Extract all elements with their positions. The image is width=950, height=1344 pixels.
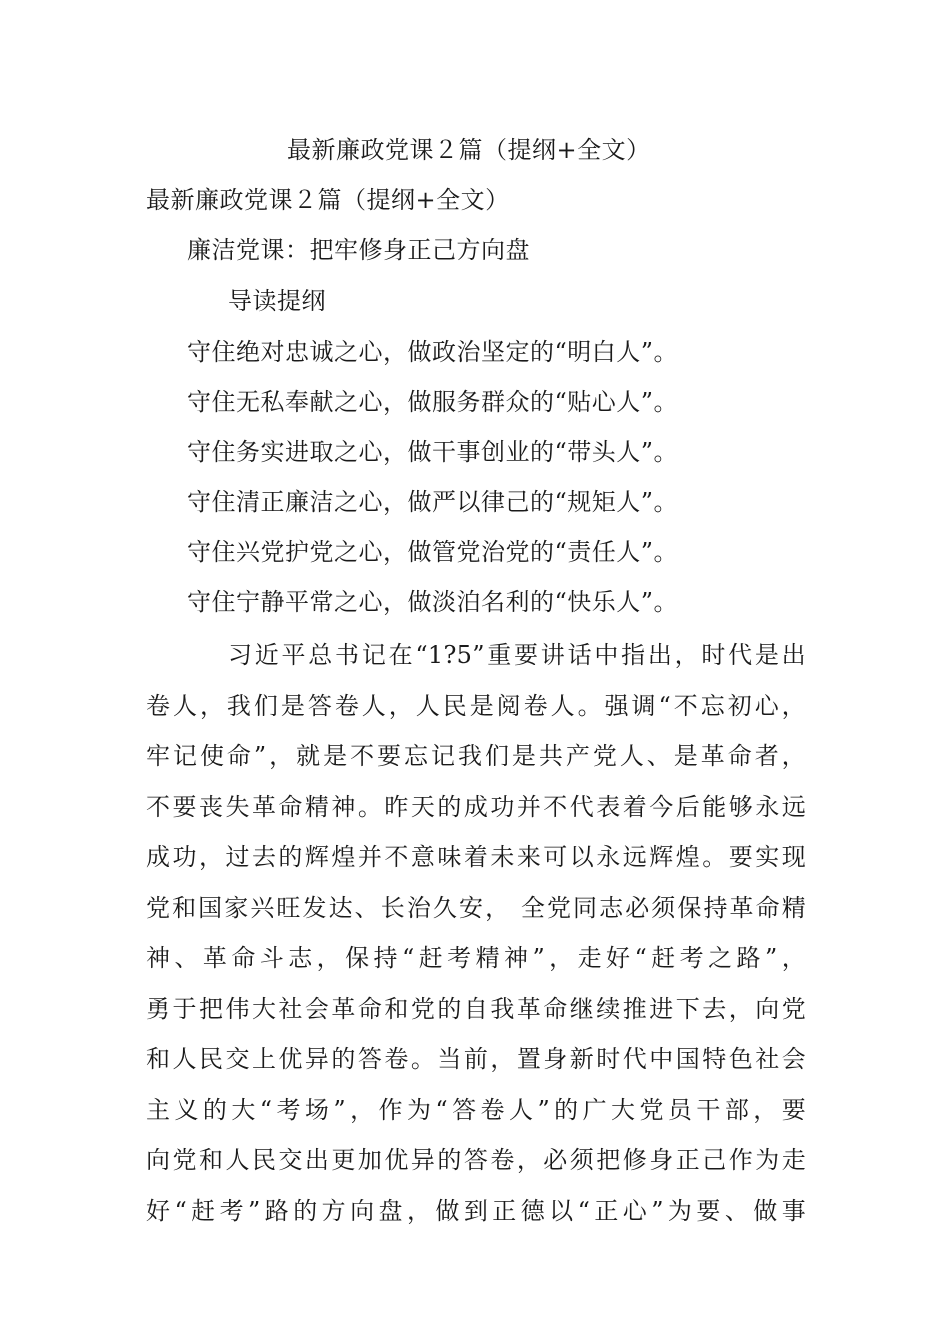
outline-item: 守住无私奉献之心，做服务群众的“贴心人”。 <box>187 388 679 416</box>
paragraph-line: 向党和人民交出更加优异的答卷，必须把修身正己作为走 <box>146 1146 806 1174</box>
paragraph-line: 牢记使命”，就是不要忘记我们是共产党人、是革命者， <box>146 742 806 770</box>
outline-item: 守住务实进取之心，做干事创业的“带头人”。 <box>187 438 679 466</box>
outline-item: 守住绝对忠诚之心，做政治坚定的“明白人”。 <box>187 338 679 366</box>
paragraph-line: 党和国家兴旺发达、长治久安， 全党同志必须保持革命精 <box>146 893 806 922</box>
paragraph-line: 成功，过去的辉煌并不意味着未来可以永远辉煌。要实现 <box>146 843 806 871</box>
outline-item: 守住兴党护党之心，做管党治党的“责任人”。 <box>187 538 679 566</box>
paragraph-line: 卷人，我们是答卷人，人民是阅卷人。强调“不忘初心， <box>146 691 806 720</box>
paragraph-line: 不要丧失革命精神。昨天的成功并不代表着今后能够永远 <box>146 792 806 821</box>
paragraph-line: 主义的大“考场”，作为“答卷人”的广大党员干部，要 <box>146 1095 806 1124</box>
document-subtitle: 最新廉政党课２篇（提纲+全文） <box>146 186 510 214</box>
paragraph-line: 勇于把伟大社会革命和党的自我革命继续推进下去，向党 <box>146 994 806 1023</box>
paragraph-line: 好“赶考”路的方向盘，做到正德以“正心”为要、做事 <box>146 1196 806 1225</box>
lesson-title: 廉洁党课：把牢修身正己方向盘 <box>187 236 530 264</box>
outline-item: 守住宁静平常之心，做淡泊名利的“快乐人”。 <box>187 588 679 616</box>
paragraph-line: 和人民交上优异的答卷。当前，置身新时代中国特色社会 <box>146 1045 806 1073</box>
paragraph-line: 神、革命斗志，保持“赶考精神”，走好“赶考之路”， <box>146 944 806 972</box>
outline-item: 守住清正廉洁之心，做严以律己的“规矩人”。 <box>187 488 679 516</box>
outline-heading: 导读提纲 <box>228 287 326 315</box>
document-title: 最新廉政党课２篇（提纲+全文） <box>287 136 651 164</box>
body-paragraph <box>146 630 806 1236</box>
paragraph-line: 习近平总书记在“1?5”重要讲话中指出，时代是出 <box>228 641 806 669</box>
